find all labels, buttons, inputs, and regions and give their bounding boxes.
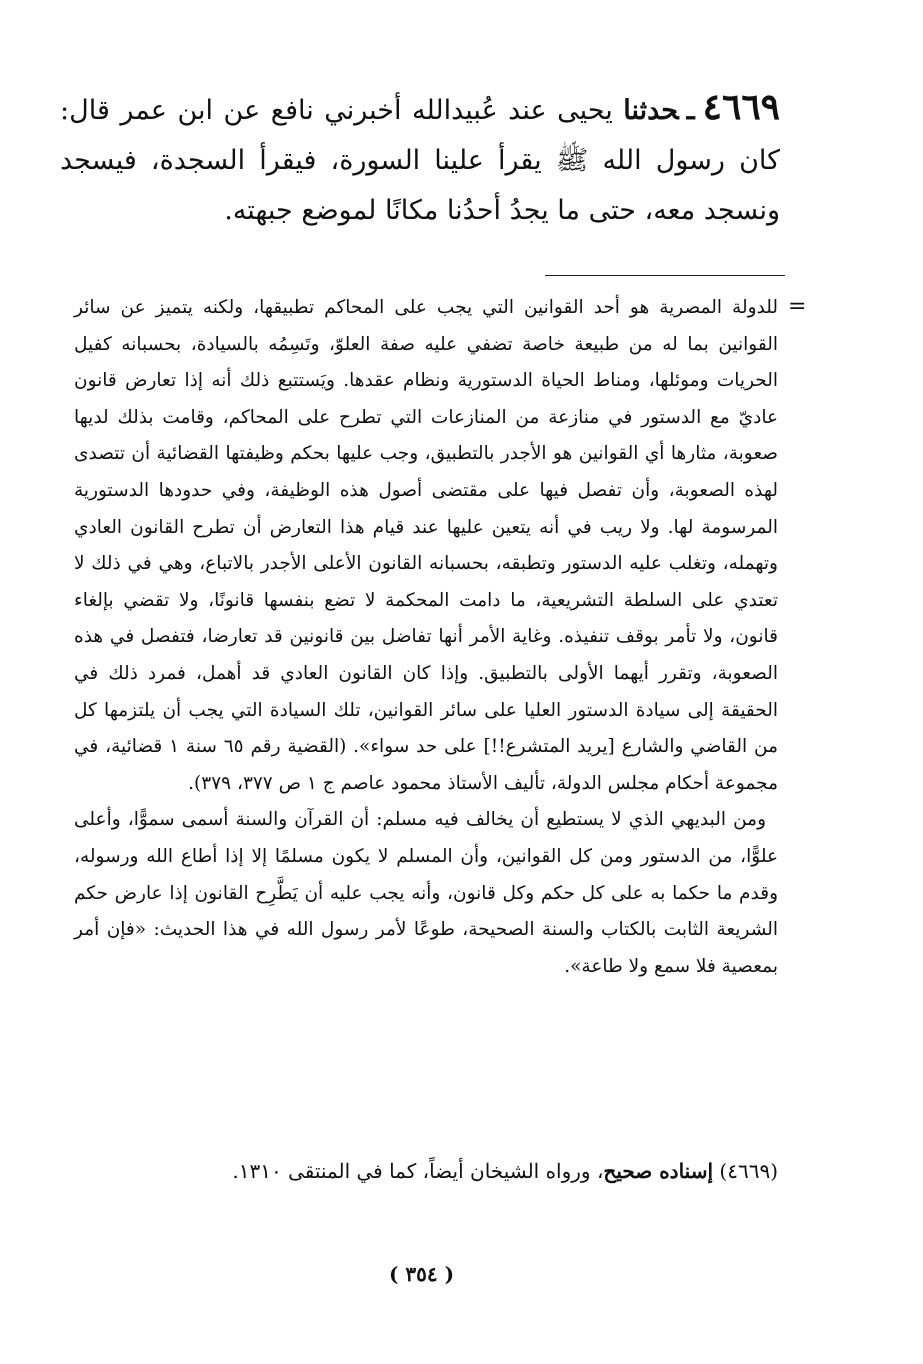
hadith-grading-note	[200, 1153, 778, 1189]
note-number: (٤٦٦٩)	[719, 1159, 778, 1183]
page-number: ( ٣٥٤ )	[388, 1262, 455, 1286]
hadith-dash: ـ	[686, 95, 695, 126]
note-grade: إسناده صحيح	[603, 1159, 714, 1183]
footnote-paragraph-1: للدولة المصرية هو أحد القوانين التي يجب على المحاكم تطبيقها، ولكنه يتميز عن سائر القوانين بما له من طبيعة خاصة تضفي عليه صفة العلوّ، وتَسِمُه بالسيادة، بحسبانه كفيل الحريات وموئلها، ومناط الحياة الدستورية ونظام عقدها. ويَستتبع ذلك أنه إذا تعارض قانون عاديّ مع الدستور في منازعة من المنازعات التي تطرح على المحاكم، وقامت بذلك لديها صعوبة، مثارها أي القوانين هو الأجدر بالتطبيق، وجب عليها بحكم وظيفتها القضائية أن تتصدى لهذه الصعوبة، وأن تفصل فيها على مقتضى أصول هذه الوظيفة، وفي حدودها الدستورية المرسومة لها. ولا ريب في أنه يتعين عليها عند قيام هذا التعارض أن تطرح القانون العادي وتهمله، وتغلب عليه الدستور وتطبقه، بحسبانه القانون الأعلى الأجدر بالاتباع، وهي في ذلك لا تعتدي على السلطة التشريعية، ما دامت المحكمة لا تضع بنفسها قانونًا، ولا تقضي بإلغاء قانون، ولا تأمر بوقف تنفيذه. وغاية الأمر أنها تفاضل بين قانونين قد تعارضا، فتفصل في هذه الصعوبة، وتقرر أيهما الأولى بالتطبيق. وإذا كان القانون العادي قد أهمل، فمرد ذلك في الحقيقة إلى سيادة الدستور العليا على سائر القوانين، تلك السيادة التي يجب أن يلتزمها كل من القاضي والشارع [يريد المتشرع!!] على حد سواء». (القضية رقم ٦٥ سنة ١ قضائية، في مجموعة أحكام مجلس الدولة، تأليف الأستاذ محمود عاصم ج ١ ص ٣٧٧، ٣٧٩).	[74, 297, 778, 794]
hadith-body: يحيى عند عُبيدالله أخبرني نافع عن ابن عمر قال: كان رسول الله ﷺ يقرأ علينا السورة، فيقرأ السجدة، فيسجد ونسجد معه، حتى ما يجدُ أحدُنا مكانًا لموضع جبهته.	[60, 95, 780, 226]
footnote-paragraph-2: ومن البديهي الذي لا يستطيع أن يخالف فيه مسلم: أن القرآن والسنة أسمى سموًّا، وأعلى علوًّا، من الدستور ومن كل القوانين، وأن المسلم لا يكون مسلمًا إلا إذا أطاع الله ورسوله، وقدم ما حكما به على كل حكم وكل قانون، وأنه يجب عليه أن يَطَّرِح القانون إذا عارض حكم الشريعة الثابت بالكتاب والسنة الصحيحة، طوعًا لأمر رسول الله في هذا الحديث: «فإن أمر بمعصية فلا سمع ولا طاعة».	[74, 809, 778, 977]
note-text: ، ورواه الشيخان أيضاً، كما في المنتقى ١٣١٠.	[232, 1159, 604, 1183]
hadith-number: ٤٦٦٩	[702, 86, 780, 128]
hadith-opener: حدثنا	[623, 95, 679, 126]
footnote	[74, 290, 778, 985]
hadith-text	[60, 82, 780, 236]
continuation-mark: =	[788, 294, 807, 319]
footnote-separator	[545, 275, 785, 276]
